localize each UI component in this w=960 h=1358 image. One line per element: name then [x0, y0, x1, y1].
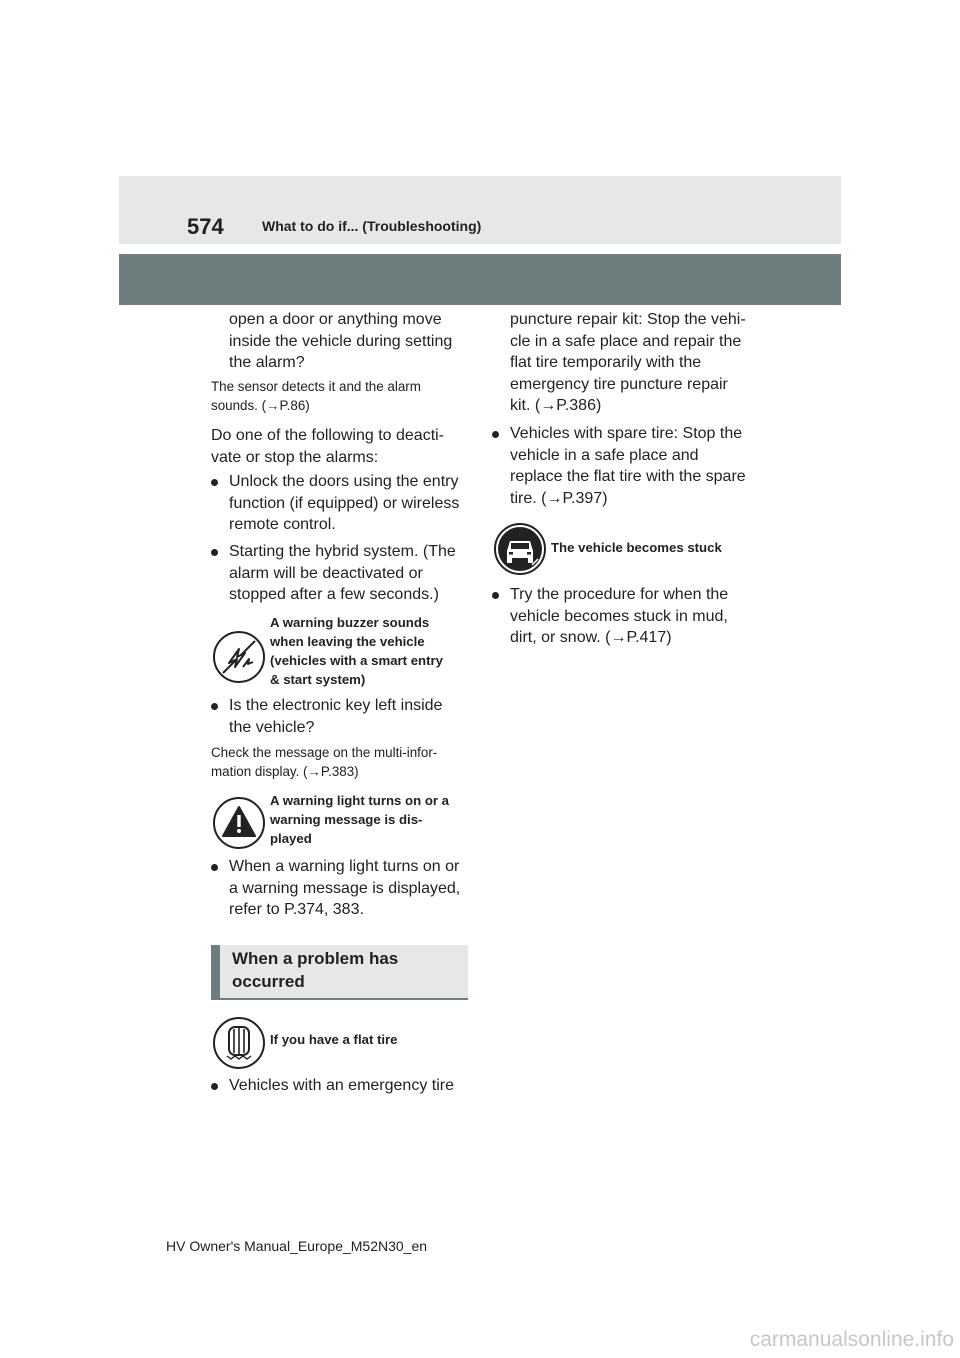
bullet-icon: [492, 431, 499, 438]
stuck-vehicle-icon: [494, 523, 546, 575]
sensor-note: The sensor detects it and the alarm sounds. (→P.86): [211, 379, 421, 413]
flat-tire-label: If you have a flat tire: [270, 1032, 398, 1047]
deactivate-text: Do one of the following to deacti- vate or stop the alarms:: [211, 427, 445, 466]
section-heading: [211, 945, 468, 1000]
bullet-icon: [492, 592, 499, 599]
bullet-icon: [211, 1083, 218, 1090]
bullet-icon: [211, 703, 218, 710]
header-bar: [119, 254, 841, 305]
stuck-label: The vehicle becomes stuck: [551, 540, 722, 555]
buzzer-label: A warning buzzer sounds when leaving the vehicle (vehicles with a smart entry & start system): [270, 615, 443, 687]
section-title: What to do if... (Troubleshooting): [262, 218, 482, 234]
flat-tire-icon: [213, 1017, 265, 1069]
bullet-icon: [211, 549, 218, 556]
continued-text: puncture repair kit: Stop the vehi- cle in a safe place and repair the flat tire temporarily with the emergency tire puncture repair kit. (→P.386): [510, 311, 746, 414]
watermark: carmanualsonline.info: [749, 1328, 954, 1351]
bullet-icon: [211, 864, 218, 871]
footer-text: HV Owner's Manual_Europe_M52N30_en: [166, 1238, 428, 1254]
check-note: Check the message on the multi-infor- mation display. (→P.383): [211, 745, 438, 779]
buzzer-icon: [213, 631, 265, 683]
warning-label: A warning light turns on or a warning message is dis- played: [270, 793, 450, 846]
bullet-icon: [211, 479, 218, 486]
page-number: 574: [187, 214, 224, 239]
intro-text: open a door or anything move inside the vehicle during setting the alarm?: [229, 311, 453, 371]
warning-triangle-icon: [213, 797, 265, 849]
section-heading-text: When a problem has occurred: [232, 949, 399, 991]
